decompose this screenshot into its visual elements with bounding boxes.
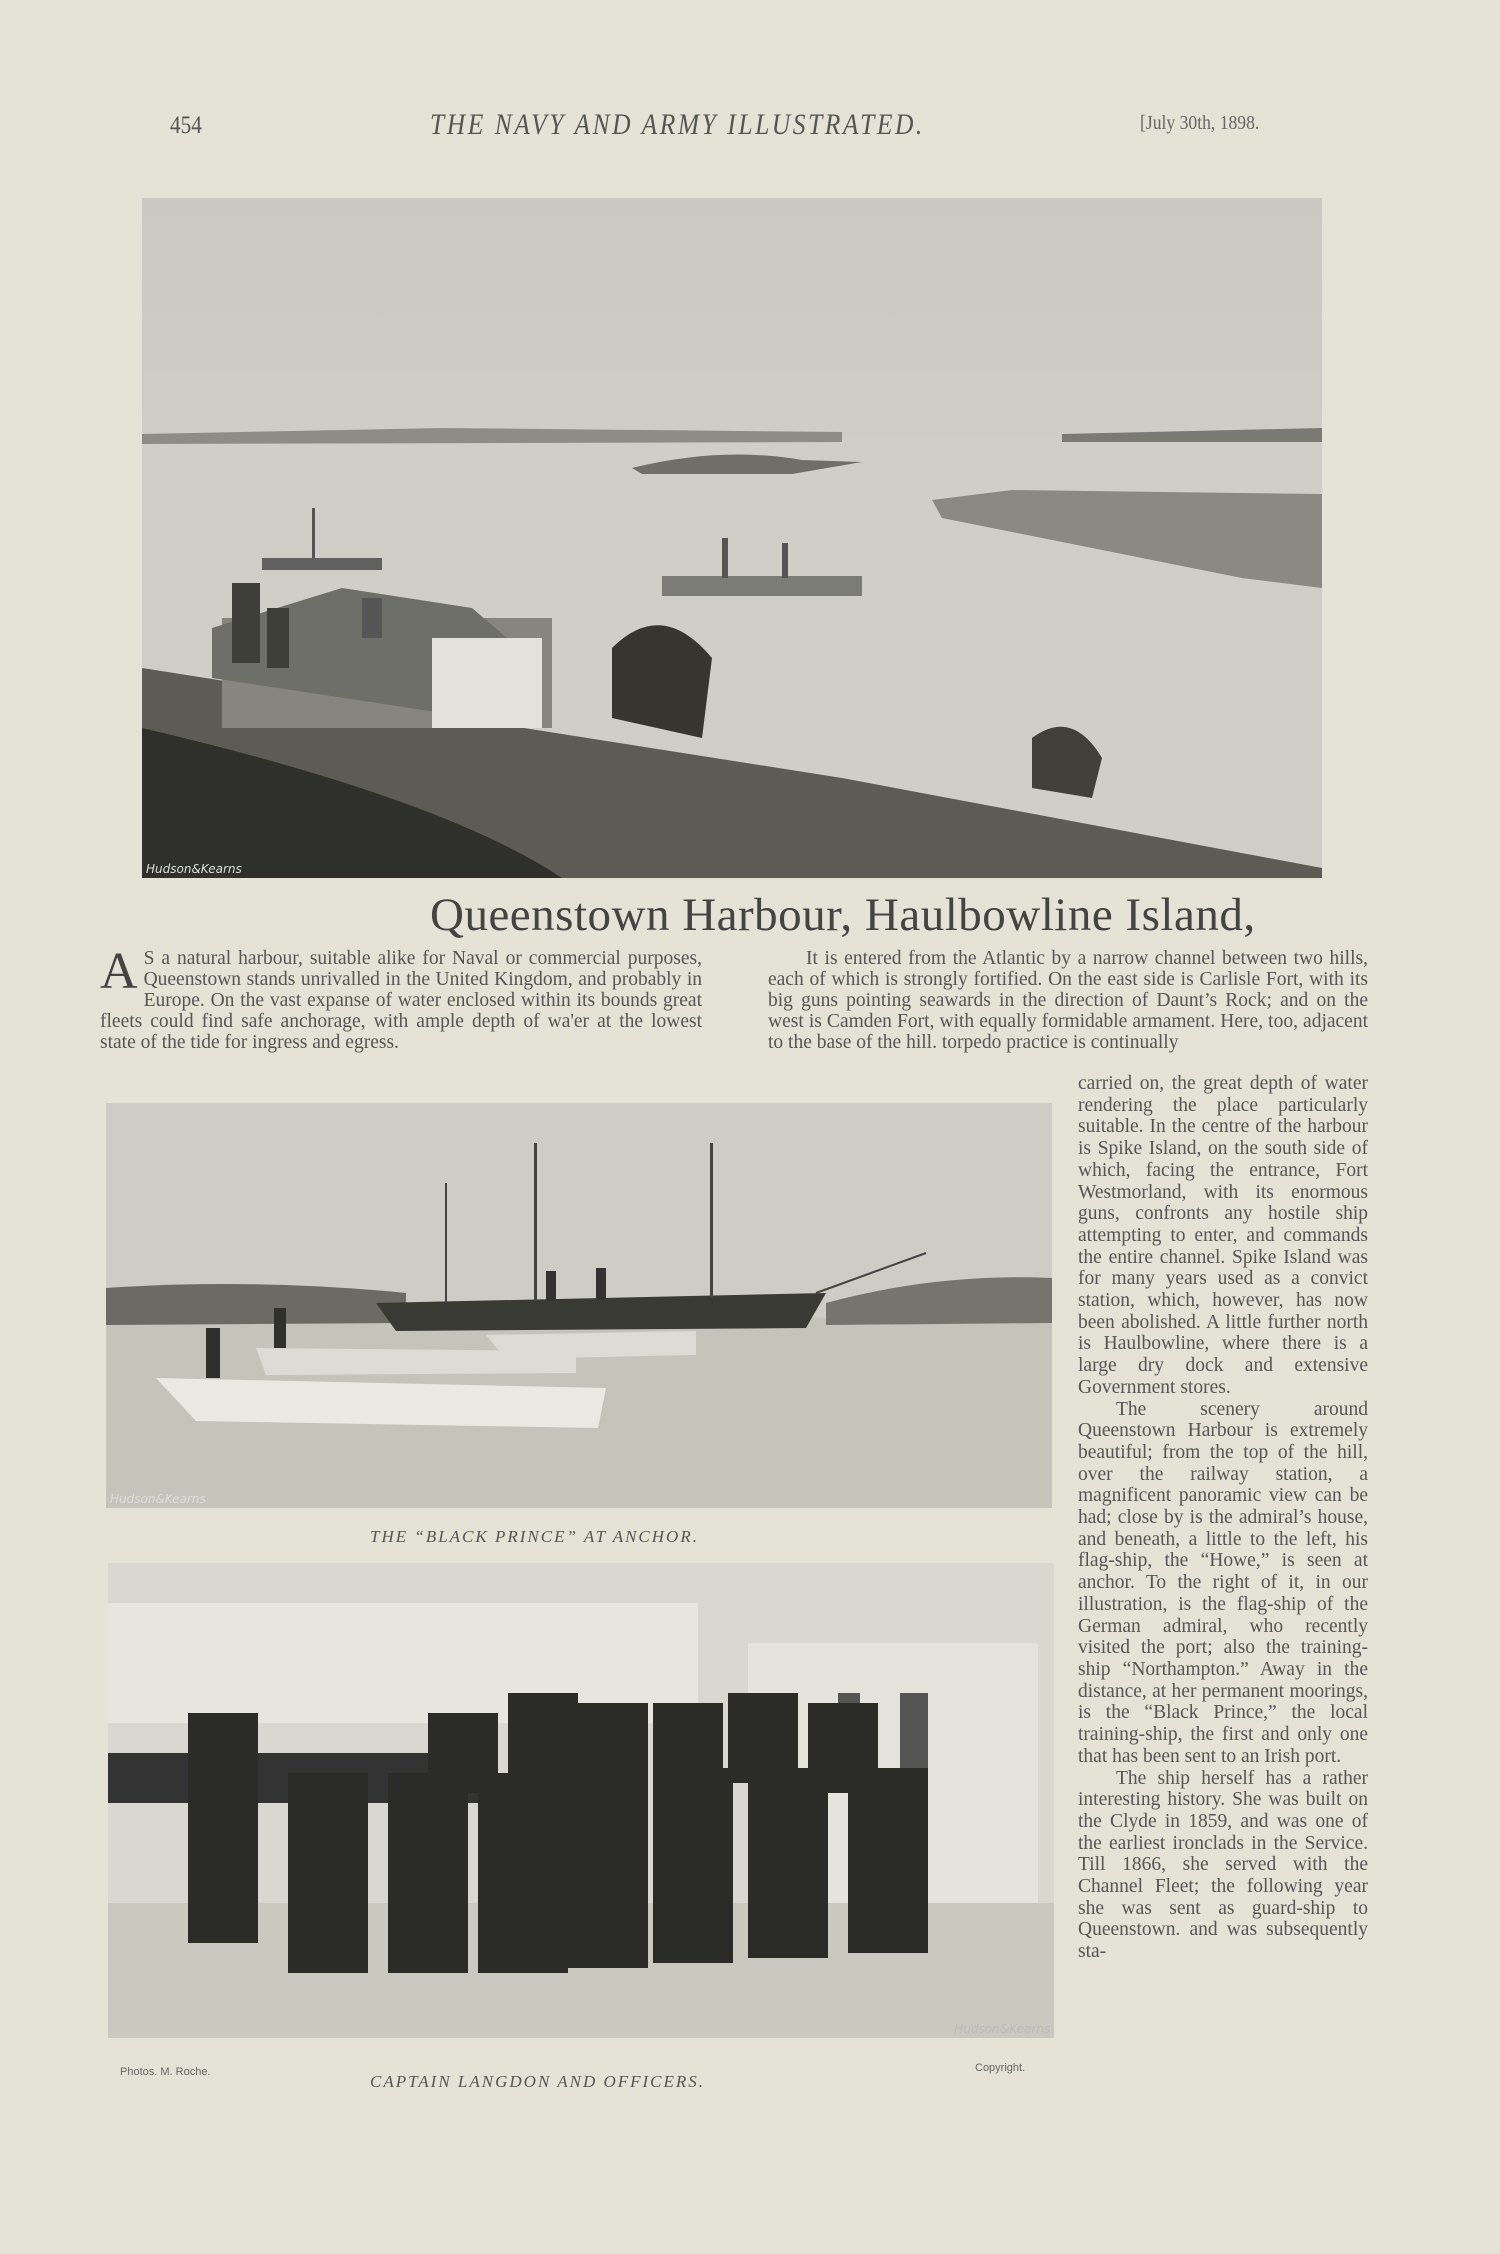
scenery-paragraph: The scenery around Queenstown Harbour is extremely beautiful; from the top of the hill, over the railway station, a magnificent panoramic view can be had; close by is the admiral’s house, and beneath, a little to the left, his flag-ship, the “Howe,” is seen at anchor. To the right of it, in our illustration, is the flag-ship of the German admiral, who recently visited the port; also the training-ship “Northampton.” Away in the distance, at her permanent moorings, is the “Black Prince,” the local training-ship, the first and only one that has been sent to an Irish port. <box>1078 1398 1368 1767</box>
issue-date: [July 30th, 1898. <box>1140 112 1260 134</box>
black-prince-photo <box>106 1103 1052 1508</box>
officers-caption: CAPTAIN LANGDON AND OFFICERS. <box>370 2072 706 2091</box>
black-prince-caption: THE “BLACK PRINCE” AT ANCHOR. <box>370 1527 699 1546</box>
harbour-photo <box>142 198 1322 878</box>
photographer-credit: Photos. M. Roche. <box>120 2066 211 2078</box>
harbour-photo-credit: Hudson&Kearns <box>146 862 242 876</box>
page-number: 454 <box>170 112 202 139</box>
copyright-notice: Copyright. <box>975 2062 1026 2074</box>
black-prince-photo-credit: Hudson&Kearns <box>110 1492 206 1506</box>
harbour-scene <box>142 198 1322 878</box>
forts-paragraph: carried on, the great depth of water rendering the place particularly suitable. In the centre of the harbour is Spike Island, on the south side of which, facing the entrance, Fort Westmorland, with its enormous guns, confronts any hostile ship attempting to enter, and commands the entire channel. Spike Island was for many years used as a convict station, which, however, has now been abolished. A little further north is Haulbowline, where there is a large dry dock and extensive Government stores. <box>1078 1073 1368 1398</box>
article-column-2 <box>768 948 1368 1053</box>
ship-history-paragraph: The ship herself has a rather interesting history. She was built on the Clyde in 1859, and was one of the earliest ironclads in the Service. Till 1866, she served with the Channel Fleet; the following year she was sent as guard-ship to Queenstown. and was subsequently sta- <box>1078 1767 1368 1963</box>
officers-photo-credit: Hudson&Kearns <box>954 2022 1050 2036</box>
drop-cap: A <box>100 943 138 1000</box>
article-column-1 <box>100 943 702 1053</box>
intro-paragraph: S a natural harbour, suitable alike for Naval or commercial purposes, Queenstown stands unrivalled in the United Kingdom, and probably in Europe. On the vast expanse of water enclosed within its bounds great fleets could find safe anchorage, with ample depth of wa'er at the lowest state of the tide for ingress and egress. <box>100 948 702 1053</box>
channel-paragraph: It is entered from the Atlantic by a narrow channel between two hills, each of which is strongly fortified. On the east side is Carlisle Fort, with its big guns pointing seawards in the direction of Daunt’s Rock; and on the west is Camden Fort, with equally formidable armament. Here, too, adjacent to the base of the hill. torpedo practice is continually <box>768 948 1368 1053</box>
article-headline: Queenstown Harbour, Haulbowline Island, <box>430 889 1256 941</box>
officers-photo <box>108 1563 1054 2038</box>
black-prince-scene <box>106 1103 1052 1508</box>
officers-scene <box>108 1563 1054 2038</box>
article-column-3 <box>1078 1073 1368 1963</box>
publication-title: THE NAVY AND ARMY ILLUSTRATED. <box>430 108 925 141</box>
